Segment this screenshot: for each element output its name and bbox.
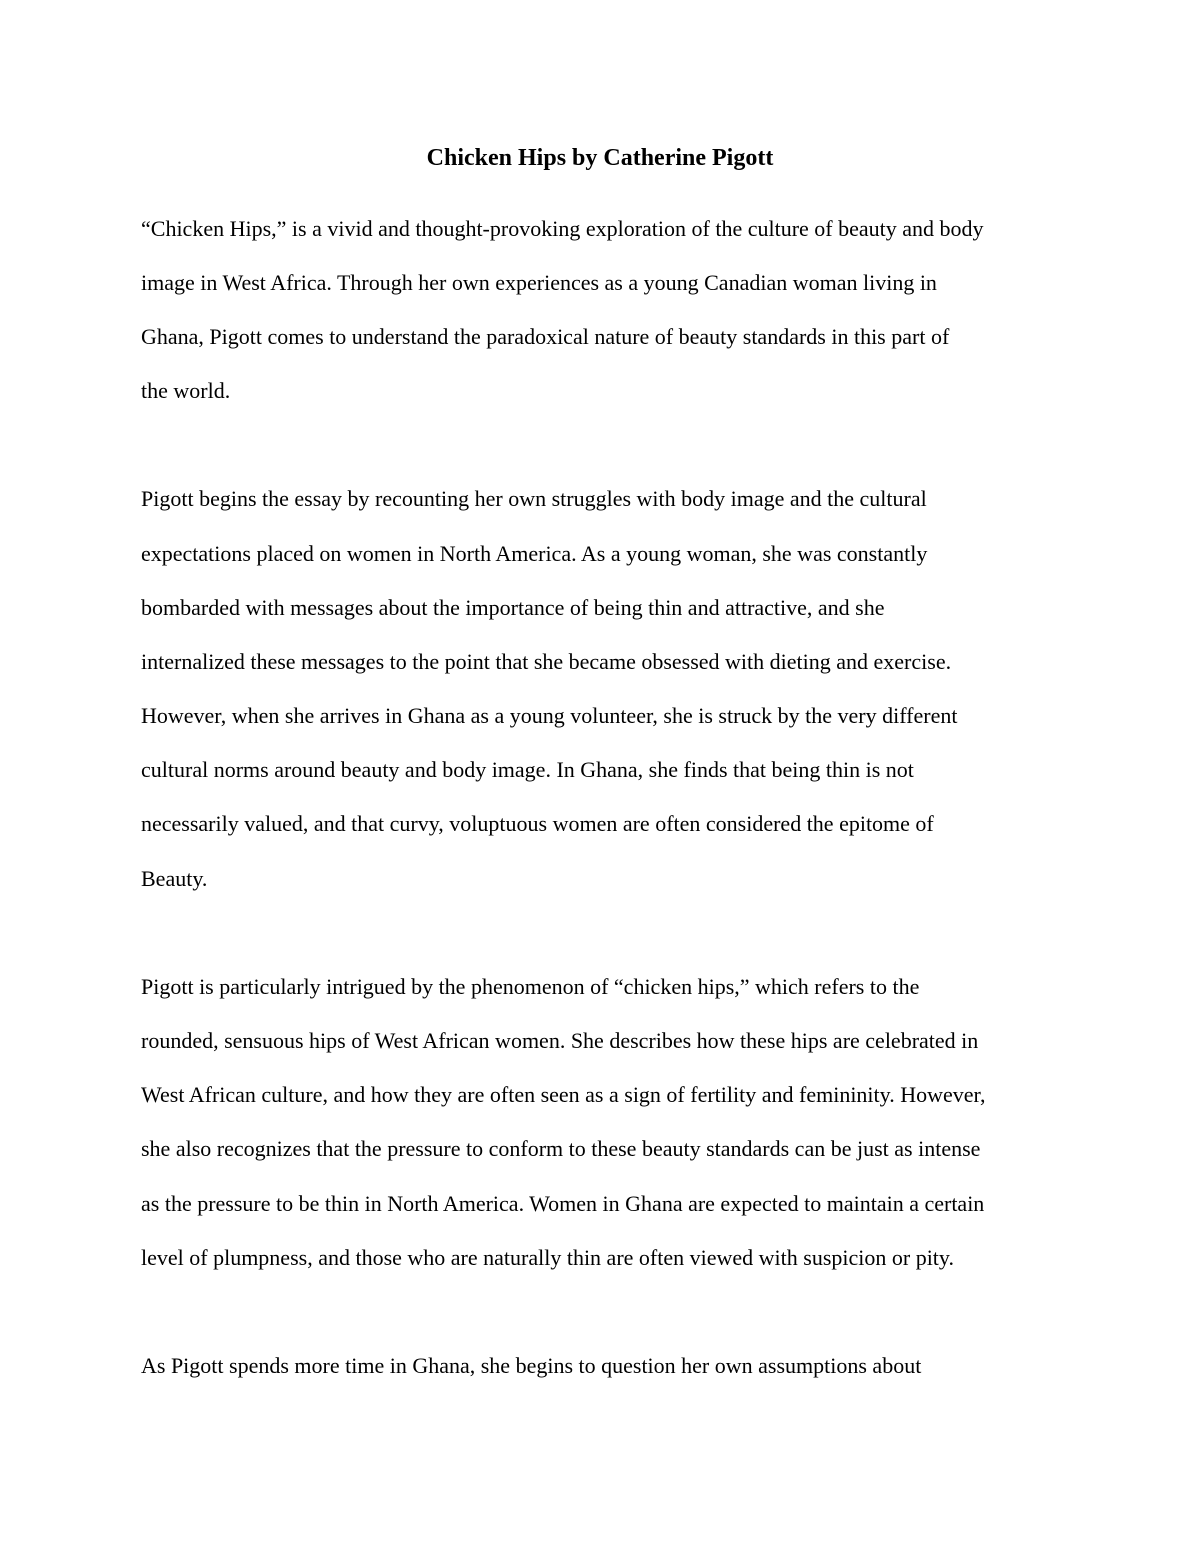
text-line: she also recognizes that the pressure to conform to these beauty standards can be just as intense xyxy=(141,1136,981,1161)
text-line: Pigott is particularly intrigued by the phenomenon of “chicken hips,” which refers to the xyxy=(141,974,920,999)
text-line: bombarded with messages about the importance of being thin and attractive, and she xyxy=(141,595,885,620)
text-line: internalized these messages to the point that she became obsessed with dieting and exercise. xyxy=(141,649,952,674)
text-line: As Pigott spends more time in Ghana, she begins to question her own assumptions about xyxy=(141,1353,922,1378)
text-line: Ghana, Pigott comes to understand the paradoxical nature of beauty standards in this part of xyxy=(141,324,950,349)
text-line: level of plumpness, and those who are naturally thin are often viewed with suspicion or pity. xyxy=(141,1245,954,1270)
document-title: Chicken Hips by Catherine Pigott xyxy=(426,145,774,171)
text-line: image in West Africa. Through her own experiences as a young Canadian woman living in xyxy=(141,270,937,295)
text-line: West African culture, and how they are often seen as a sign of fertility and femininity. However, xyxy=(141,1082,986,1107)
text-line: However, when she arrives in Ghana as a young volunteer, she is struck by the very different xyxy=(141,703,958,728)
text-line: necessarily valued, and that curvy, voluptuous women are often considered the epitome of xyxy=(141,811,934,836)
text-line: expectations placed on women in North America. As a young woman, she was constantly xyxy=(141,541,928,566)
text-line: cultural norms around beauty and body image. In Ghana, she finds that being thin is not xyxy=(141,757,914,782)
text-line: as the pressure to be thin in North America. Women in Ghana are expected to maintain a certain xyxy=(141,1191,985,1216)
text-line: the world. xyxy=(141,378,231,403)
text-line: “Chicken Hips,” is a vivid and thought-provoking exploration of the culture of beauty and body xyxy=(141,216,984,241)
text-line: Beauty. xyxy=(141,866,208,891)
text-line: rounded, sensuous hips of West African women. She describes how these hips are celebrated in xyxy=(141,1028,979,1053)
text-line: Pigott begins the essay by recounting her own struggles with body image and the cultural xyxy=(141,486,927,511)
